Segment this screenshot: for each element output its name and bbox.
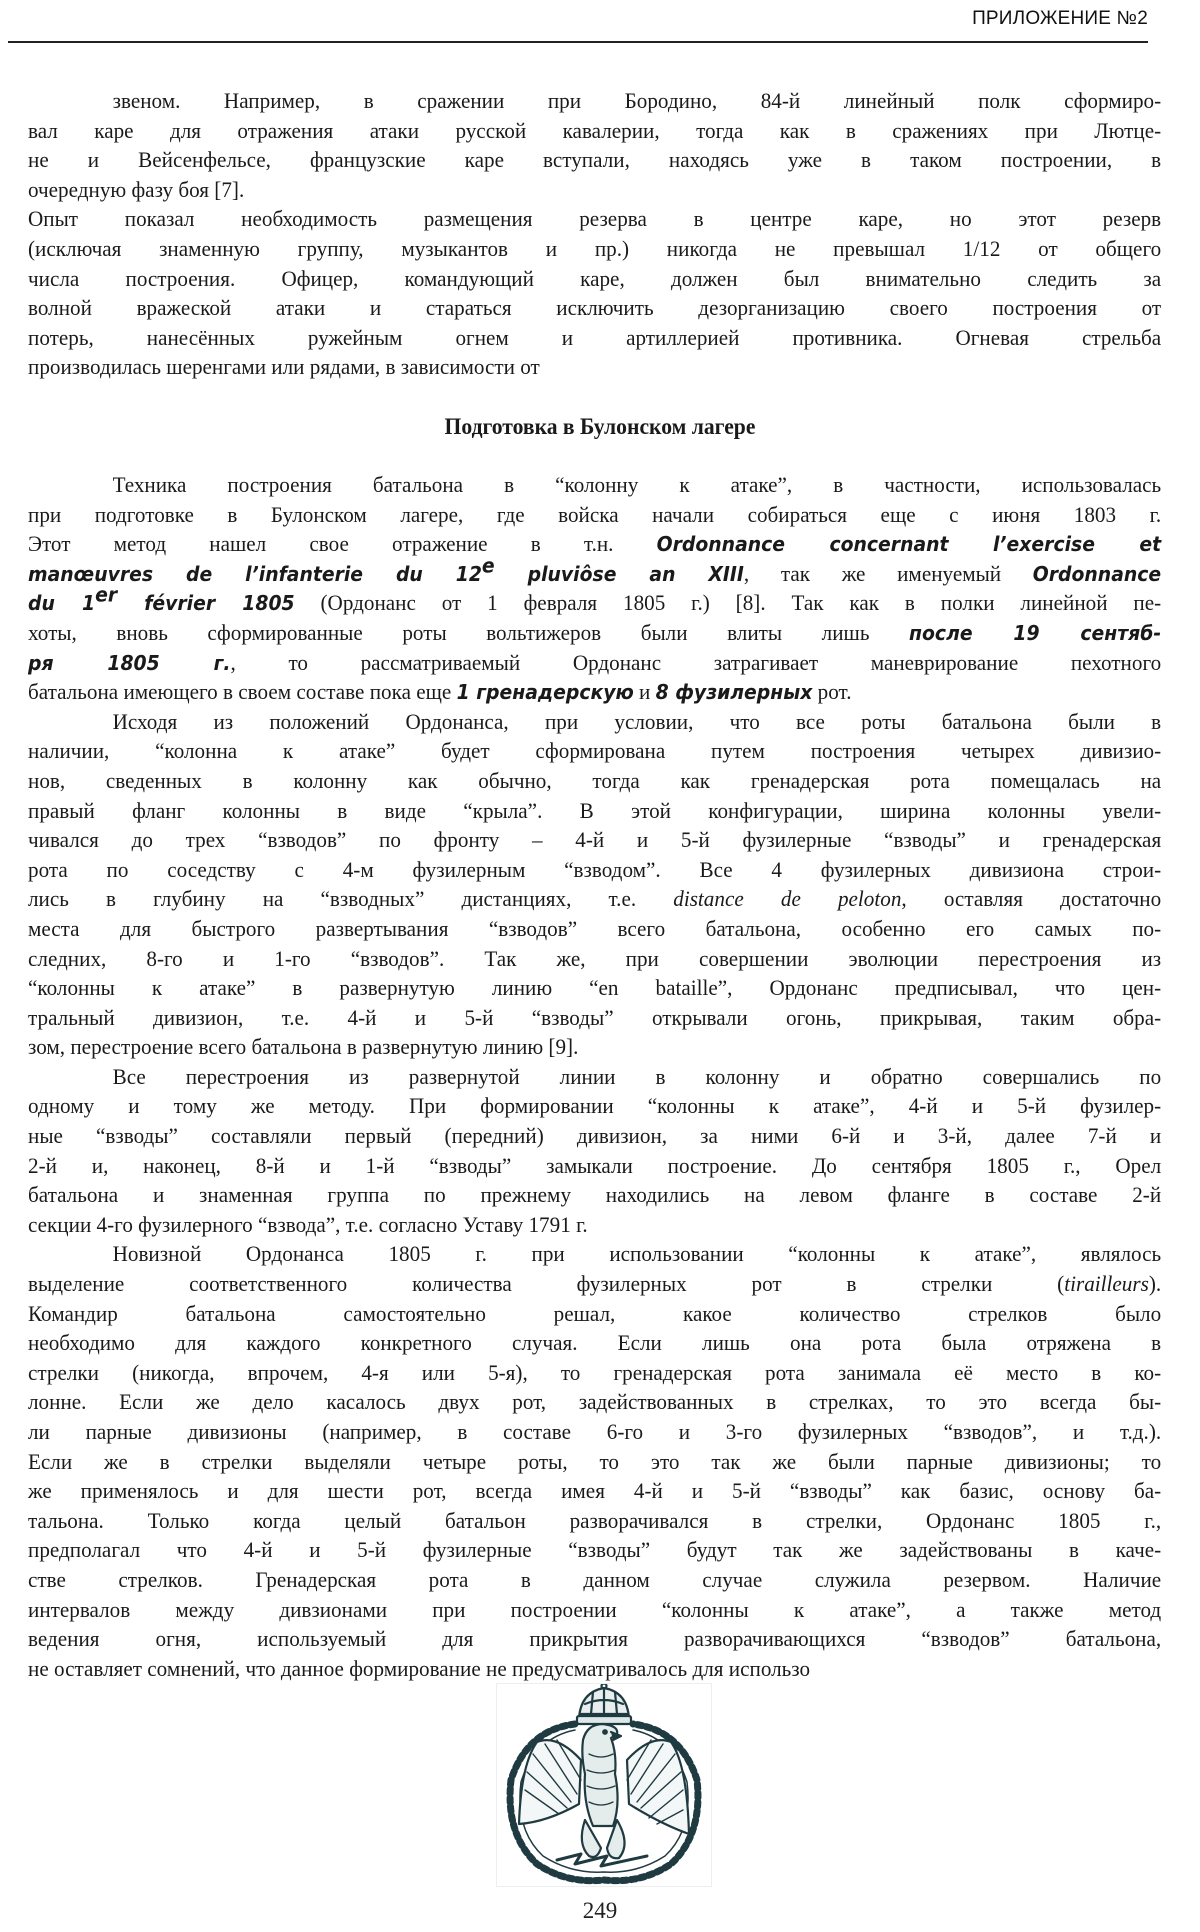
text-line: Командир батальона самостоятельно решал, какое количество стрелков было bbox=[28, 1300, 1162, 1326]
text-line: тальона. Только когда целый батальон разворачивался в стрелки, Ордонанс 1805 г., bbox=[28, 1507, 1162, 1533]
text-line: нов, сведенных в колонну как обычно, тогда как гренадерская рота помещалась на bbox=[28, 767, 1162, 793]
text-line: очередную фазу боя [7]. bbox=[28, 176, 245, 202]
emphasis: ря 1805 г. bbox=[28, 650, 231, 675]
italic-term: distance de peloton bbox=[673, 886, 902, 912]
text-line: места для быстрого развертывания “взводов” всего батальона, особенно его самых по- bbox=[28, 915, 1162, 941]
running-header: ПРИЛОЖЕНИЕ №2 bbox=[972, 8, 1148, 29]
text-run: лись в глубину на “взводных” дистанциях, т.е. bbox=[28, 886, 674, 912]
text-line bbox=[28, 884, 1161, 914]
emphasis: после 19 сентяб- bbox=[909, 620, 1162, 645]
eagle-emblem-icon bbox=[496, 1683, 712, 1887]
text-line: Техника построения батальона в “колонну к атаке”, в частности, использовалась bbox=[112, 472, 1162, 497]
text-line: секции 4-го фузилерного “взвода”, т.е. согласно Уставу 1791 г. bbox=[28, 1211, 588, 1237]
section-text bbox=[28, 470, 1161, 1683]
text-line: не и Вейсенфельсе, французские каре вступали, находясь уже в таком построении, в bbox=[28, 147, 1162, 173]
text-run: хоты, вновь сформированные роты вольтижеров были влиты лишь bbox=[28, 619, 910, 645]
text-line: волной вражеской атаки и стараться исключить дезорганизацию своего построения от bbox=[28, 295, 1162, 321]
text-line: ведения огня, используемый для прикрытия разворачивающихся “взводов” батальона, bbox=[28, 1626, 1162, 1652]
text-line: (исключая знаменную группу, музыкантов и пр.) никогда не превышал 1/12 от общего bbox=[28, 235, 1162, 261]
text-line bbox=[28, 529, 1161, 559]
ordonnance-title: Ordonnance bbox=[1032, 561, 1162, 586]
text-line: стве стрелков. Гренадерская рота в данном случае служила резервом. Наличие bbox=[28, 1566, 1162, 1592]
ordonnance-title: pluviôse an XIII bbox=[494, 561, 744, 586]
text-line: 2-й и, наконец, 8-й и 1-й “взводы” замыкали построение. До сентября 1805 г., Орел bbox=[28, 1152, 1162, 1178]
text-line: стрелки (никогда, впрочем, 4-я или 5-я), то гренадерская рота занимала её место в ко- bbox=[28, 1359, 1162, 1385]
italic-term: tirailleurs bbox=[1064, 1271, 1149, 1297]
header-rule bbox=[8, 41, 1148, 43]
text-run: (Ордонанс от 1 февраля 1805 г.) [8]. Так как в полки линейной пе- bbox=[294, 590, 1162, 616]
text-line: Опыт показал необходимость размещения резерва в центре каре, но этот резерв bbox=[28, 206, 1162, 232]
text-line: следних, 8-го и 1-го “взводов”. Так же, при совершении эволюции перестроения из bbox=[28, 945, 1162, 971]
emphasis: 8 фузилерных bbox=[655, 680, 813, 705]
intro-text bbox=[28, 86, 1161, 382]
superscript: e bbox=[481, 553, 495, 578]
text-line: не оставляет сомнений, что данное формирование не предусматривалось для использо bbox=[28, 1655, 811, 1681]
text-line: ные “взводы” составляли первый (передний) дивизион, за ними 6-й и 3-й, далее 7-й и bbox=[28, 1123, 1162, 1149]
text-line: “колонны к атаке” в развернутую линию “en bataille”, Ордонанс предписывал, что цен- bbox=[28, 975, 1162, 1001]
text-run: выделение соответственного количества фузилерных рот в стрелки ( bbox=[28, 1271, 1065, 1297]
ordonnance-title: Ordonnance concernant l’exercise et bbox=[656, 532, 1162, 557]
text-line: интервалов между дивзионами при построении “колонны к атаке”, а также метод bbox=[28, 1596, 1162, 1622]
text-line: рота по соседству с 4-м фузилерным “взводом”. Все 4 фузилерных дивизиона строи- bbox=[28, 856, 1162, 882]
text-line: вал каре для отражения атаки русской кавалерии, тогда как в сражениях при Лютце- bbox=[28, 117, 1162, 143]
text-line: же применялось и для шести рот, всегда имея 4-й и 5-й “взводы” как базис, основу ба- bbox=[28, 1478, 1162, 1504]
text-line bbox=[28, 648, 1161, 678]
text-line: производилась шеренгами или рядами, в зависимости от bbox=[28, 354, 540, 380]
text-line bbox=[28, 582, 1162, 618]
text-run: , оставляя достаточно bbox=[901, 886, 1162, 912]
text-line: потерь, нанесённых ружейным огнем и артиллерией противника. Огневая стрельба bbox=[28, 324, 1162, 350]
text-run: рот. bbox=[812, 679, 852, 705]
section-heading: Подготовка в Булонском лагере bbox=[444, 414, 756, 439]
text-run: и bbox=[633, 679, 656, 705]
text-line: Новизной Ордонанса 1805 г. при использовании “колонны к атаке”, являлось bbox=[112, 1241, 1162, 1267]
text-line: необходимо для каждого конкретного случая. Если лишь она рота была отряжена в bbox=[28, 1330, 1162, 1356]
text-run: батальона имеющего в своем составе пока еще bbox=[28, 679, 457, 705]
text-line bbox=[28, 677, 1161, 707]
text-run: , то рассматриваемый Ордонанс затрагивает маневрирование пехотного bbox=[230, 649, 1162, 675]
ordonnance-title: du 1 bbox=[28, 591, 96, 616]
text-line: батальона и знаменная группа по прежнему находились на левом фланге в составе 2-й bbox=[28, 1182, 1162, 1208]
text-line: зом, перестроение всего батальона в развернутую линию [9]. bbox=[28, 1034, 579, 1060]
text-run: Этот метод нашел свое отражение в т.н. bbox=[28, 531, 657, 557]
text-line bbox=[28, 553, 1162, 589]
text-run: ). bbox=[1148, 1271, 1162, 1297]
superscript: er bbox=[95, 582, 118, 607]
text-line: лонне. Если же дело касалось двух рот, задействованных в стрелках, то это всегда бы- bbox=[28, 1389, 1162, 1415]
text-line: при подготовке в Булонском лагере, где войска начали собираться еще с июня 1803 г. bbox=[28, 501, 1162, 527]
text-line: чивался до трех “взводов” по фронту – 4-й и 5-й фузилерные “взводы” и гренадерская bbox=[28, 827, 1162, 853]
text-line: правый фланг колонны в виде “крыла”. В этой конфигурации, ширина колонны увели- bbox=[28, 797, 1162, 823]
text-line: наличии, “колонна к атаке” будет сформирована путем построения четырех дивизио- bbox=[28, 738, 1162, 764]
page-number: 249 bbox=[582, 1898, 618, 1923]
text-line bbox=[28, 618, 1161, 648]
ordonnance-title: manœuvres de l’infanterie du 12 bbox=[28, 561, 482, 586]
text-line: тральный дивизион, т.е. 4-й и 5-й “взводы” открывали огонь, прикрывая, таким обра- bbox=[28, 1004, 1162, 1030]
text-line: Если же в стрелки выделяли четыре роты, то это так же были парные дивизионы; то bbox=[28, 1448, 1162, 1474]
text-line: предполагал что 4-й и 5-й фузилерные “взводы” будут так же задействованы в каче- bbox=[28, 1537, 1162, 1563]
text-line: числа построения. Офицер, командующий каре, должен был внимательно следить за bbox=[28, 265, 1162, 291]
text-line bbox=[28, 1269, 1161, 1299]
text-line: Все перестроения из развернутой линии в колонну и обратно совершались по bbox=[112, 1063, 1162, 1089]
text-line: звеном. Например, в сражении при Бородино, 84-й линейный полк сформиро- bbox=[112, 88, 1162, 113]
emphasis: 1 гренадерскую bbox=[456, 680, 634, 705]
text-line: ли парные дивизионы (например, в составе 6-го и 3-го фузилерных “взводов”, и т.д.). bbox=[28, 1419, 1162, 1444]
text-line: Исходя из положений Ордонанса, при условии, что все роты батальона были в bbox=[112, 708, 1162, 734]
text-line: одному и тому же методу. При формировании “колонны к атаке”, 4-й и 5-й фузилер- bbox=[28, 1093, 1162, 1119]
text-run: , так же именуемый bbox=[743, 560, 1033, 586]
ordonnance-title: février 1805 bbox=[117, 591, 295, 616]
